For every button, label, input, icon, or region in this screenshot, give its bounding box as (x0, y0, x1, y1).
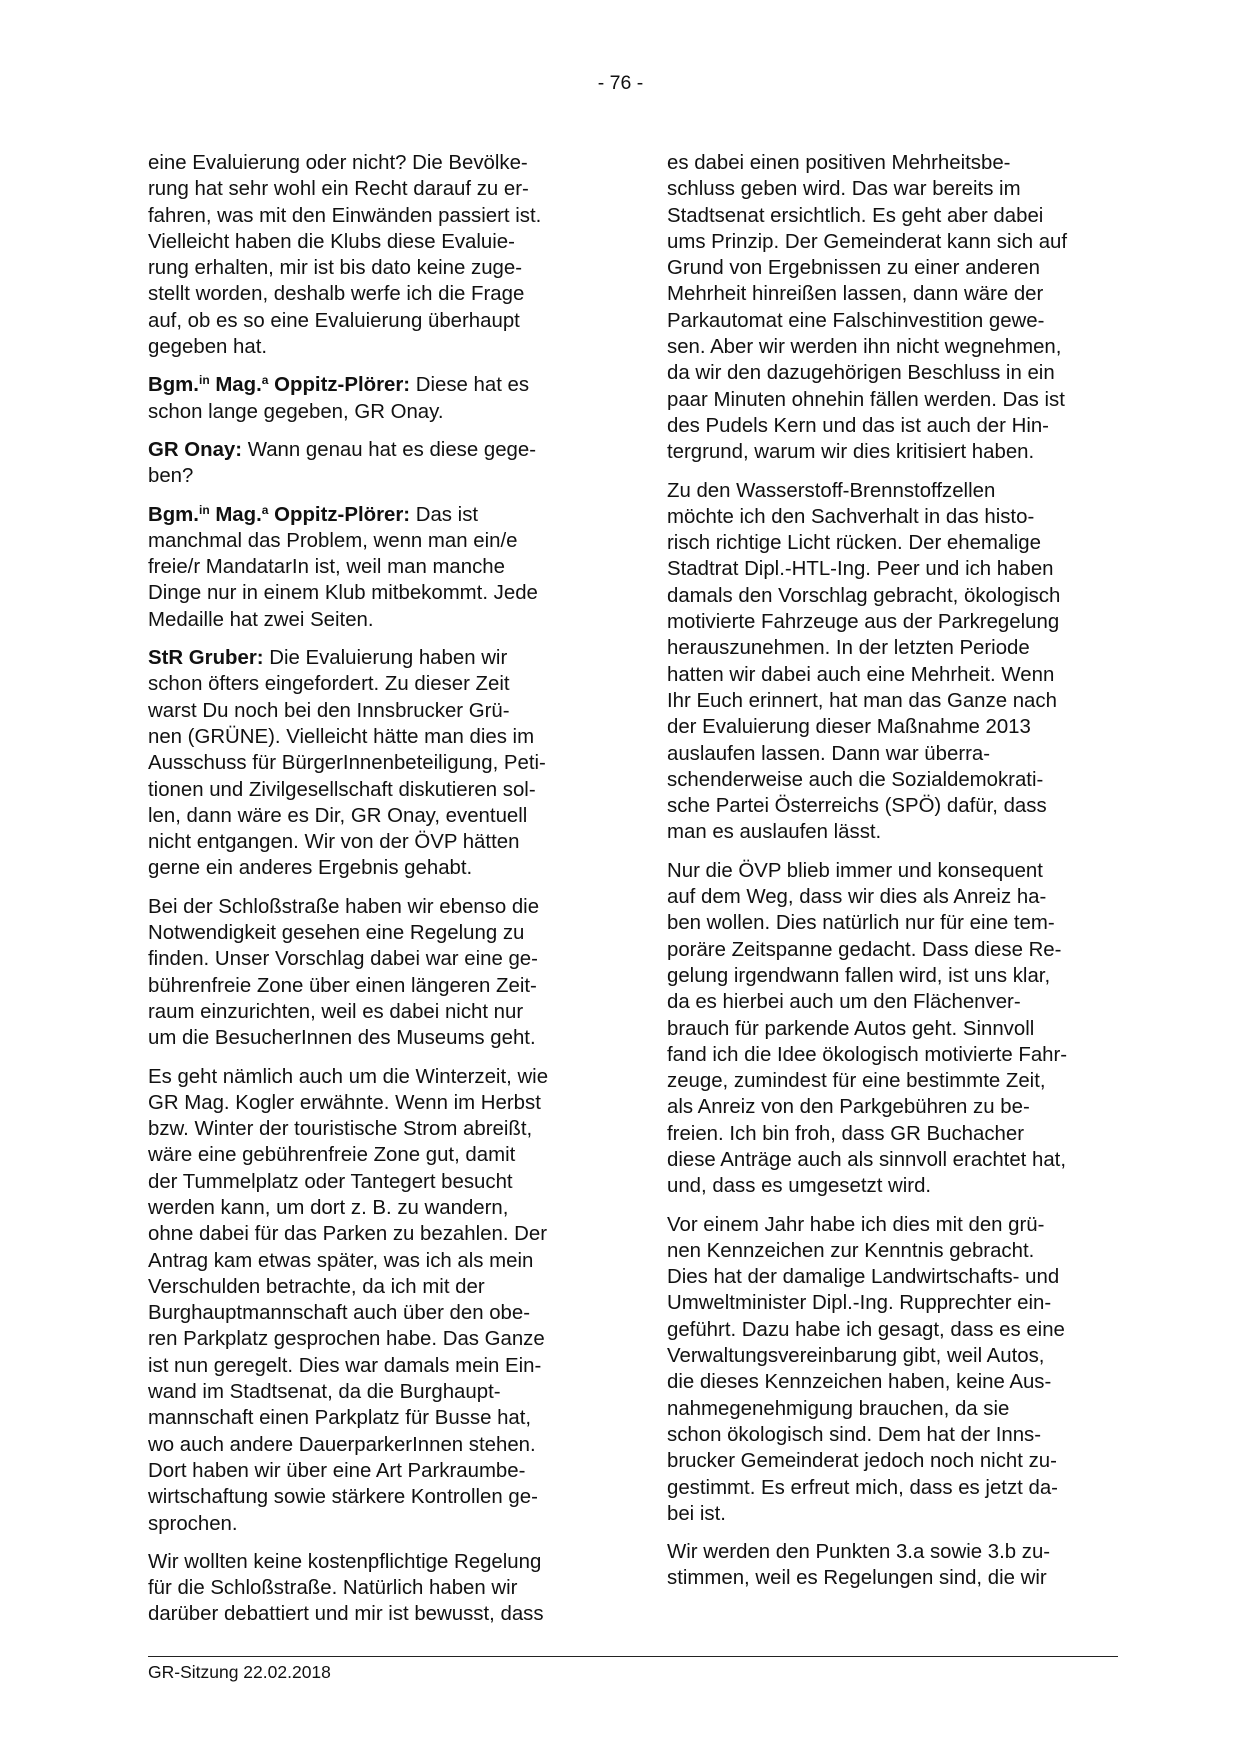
text-line: raum einzurichten, weil es dabei nicht nur (148, 1000, 524, 1023)
text-line: fahren, was mit den Einwänden passiert ist. (148, 204, 542, 227)
text-line: Verschulden betrachte, da ich mit der (148, 1275, 485, 1298)
text-line: ben wollen. Dies natürlich nur für eine tem- (667, 912, 1055, 935)
text-line: schenderweise auch die Sozialdemokrati- (667, 768, 1044, 791)
speaker-name: GR Onay: (148, 438, 243, 461)
text-line: Antrag kam etwas später, was ich als mein (148, 1249, 534, 1272)
text-line: Ihr Euch erinnert, hat man das Ganze nach (667, 689, 1057, 712)
text-line: auf dem Weg, dass wir dies als Anreiz ha- (667, 886, 1047, 909)
text-line: man es auslaufen lässt. (667, 821, 882, 844)
text-line: der Evaluierung dieser Maßnahme 2013 (667, 716, 1031, 739)
text-line: auslaufen lassen. Dann war überra- (667, 742, 991, 765)
text-line: ist nun geregelt. Dies war damals mein Ein- (148, 1354, 542, 1377)
text-line: manchmal das Problem, wenn man ein/e (148, 529, 518, 552)
text-line: Umweltminister Dipl.-Ing. Rupprechter ein- (667, 1292, 1052, 1315)
paragraph-first-line: GR Onay: Wann genau hat es diese gege- (148, 438, 537, 461)
text-line: und, dass es umgesetzt wird. (667, 1175, 932, 1198)
text-line: Dies hat der damalige Landwirtschafts- und (667, 1266, 1060, 1289)
text-line: wand im Stadtsenat, da die Burghaupt- (148, 1381, 501, 1404)
text-line: sche Partei Österreichs (SPÖ) dafür, dass (667, 795, 1047, 818)
text-line: bzw. Winter der touristische Strom abreißt, (148, 1118, 533, 1141)
text-line: ren Parkplatz gesprochen habe. Das Ganze (148, 1328, 545, 1351)
paragraph (148, 1064, 600, 1537)
left-column (148, 150, 600, 1640)
text-line: die dieses Kennzeichen haben, keine Aus- (667, 1371, 1052, 1394)
paragraph (667, 478, 1119, 846)
text-line: darüber debattiert und mir ist bewusst, dass (148, 1603, 544, 1626)
text-line: ben? (148, 465, 194, 488)
text-line: fand ich die Idee ökologisch motivierte Fahr- (667, 1043, 1068, 1066)
text-line: tionen und Zivilgesellschaft diskutieren sol- (148, 778, 536, 801)
paragraph (148, 1549, 600, 1628)
text-line: diese Anträge auch als sinnvoll erachtet hat, (667, 1148, 1067, 1171)
text-line: freie/r MandatarIn ist, weil man manche (148, 556, 505, 579)
text-line: risch richtige Licht rücken. Der ehemalige (667, 532, 1041, 555)
text-line: GR Mag. Kogler erwähnte. Wenn im Herbst (148, 1091, 541, 1114)
text-line: sprochen. (148, 1512, 238, 1535)
text-line: nicht entgangen. Wir von der ÖVP hätten (148, 831, 520, 854)
speaker-name: StR Gruber: (148, 647, 264, 670)
text-line: als Anreiz von den Parkgebühren zu be- (667, 1096, 1030, 1119)
text-line: schon ökologisch sind. Dem hat der Inns- (667, 1423, 1042, 1446)
text-line: Ausschuss für BürgerInnenbeteiligung, Peti- (148, 752, 546, 775)
text-line: Nur die ÖVP blieb immer und konsequent (667, 859, 1043, 882)
text-line: herauszunehmen. In der letzten Periode (667, 637, 1030, 660)
text-line: wirtschaftung sowie stärkere Kontrollen ge- (148, 1486, 538, 1509)
paragraph (148, 150, 600, 360)
text-line: warst Du noch bei den Innsbrucker Grü- (148, 699, 510, 722)
paragraph-first-line: Bgm.$^{in}$ Mag.$^a$ Oppitz-Plörer: Das ist (148, 502, 479, 526)
speaker-name: Bgm.$^{in}$ Mag.$^a$ Oppitz-Plörer: (148, 502, 411, 526)
text-line: Verwaltungsvereinbarung gibt, weil Autos, (667, 1345, 1045, 1368)
text-line: um die BesucherInnen des Museums geht. (148, 1027, 536, 1050)
text-line: gerne ein anderes Ergebnis gehabt. (148, 857, 473, 880)
paragraph (667, 858, 1119, 1200)
footer-divider (148, 1656, 1118, 1657)
text-line: Dort haben wir über eine Art Parkraumbe- (148, 1459, 526, 1482)
text-line: des Pudels Kern und das ist auch der Hin- (667, 414, 1049, 437)
paragraph-first-line: Bgm.$^{in}$ Mag.$^a$ Oppitz-Plörer: Diese hat es (148, 373, 530, 397)
text-line: bei ist. (667, 1502, 726, 1525)
text-line: motivierte Fahrzeuge aus der Parkregelung (667, 611, 1060, 634)
text-line: wo auch andere DauerparkerInnen stehen. (148, 1433, 536, 1456)
text-line: damals den Vorschlag gebracht, ökologisch (667, 584, 1061, 607)
text-line: der Tummelplatz oder Tantegert besucht (148, 1170, 513, 1193)
text-line: gegeben hat. (148, 336, 268, 359)
text-line: werden kann, um dort z. B. zu wandern, (148, 1196, 509, 1219)
text-line: stellt worden, deshalb werfe ich die Frage (148, 283, 525, 306)
speech-paragraph (148, 645, 600, 882)
text-line: tergrund, warum wir dies kritisiert haben. (667, 441, 1035, 464)
text-line: stimmen, weil es Regelungen sind, die wir (667, 1567, 1047, 1590)
text-line: finden. Unser Vorschlag dabei war eine ge- (148, 948, 538, 971)
text-line: wäre eine gebührenfreie Zone gut, damit (148, 1144, 516, 1167)
footer-session-date: GR-Sitzung 22.02.2018 (148, 1662, 331, 1682)
speech-paragraph (148, 437, 600, 490)
paragraph-rest (148, 463, 600, 489)
text-line: geführt. Dazu habe ich gesagt, dass es eine (667, 1318, 1065, 1341)
paragraph-rest (148, 528, 600, 633)
text-line: Stadtrat Dipl.-HTL-Ing. Peer und ich haben (667, 558, 1054, 581)
text-line: eine Evaluierung oder nicht? Die Bevölke- (148, 152, 528, 174)
text-line: sen. Aber wir werden ihn nicht wegnehmen, (667, 336, 1062, 359)
speaker-name: Bgm.$^{in}$ Mag.$^a$ Oppitz-Plörer: (148, 373, 411, 397)
text-line: da wir den dazugehörigen Beschluss in ein (667, 362, 1055, 385)
text-line: gestimmt. Es erfreut mich, dass es jetzt da- (667, 1476, 1058, 1499)
page-number: - 76 - (597, 72, 644, 94)
text-line: brauch für parkende Autos geht. Sinnvoll (667, 1017, 1035, 1040)
speech-paragraph (148, 502, 600, 633)
text-line: nahmegenehmigung brauchen, da sie (667, 1397, 1010, 1420)
text-line: brucker Gemeinderat jedoch noch nicht zu- (667, 1450, 1057, 1473)
text-line: rung hat sehr wohl ein Recht darauf zu er- (148, 178, 529, 201)
text-line: Wir wollten keine kostenpflichtige Regelung (148, 1550, 542, 1573)
text-line: nen Kennzeichen zur Kenntnis gebracht. (667, 1239, 1035, 1262)
text-line: mannschaft einen Parkplatz für Busse hat, (148, 1407, 532, 1430)
text-line: da es hierbei auch um den Flächenver- (667, 991, 1021, 1014)
text-line: nen (GRÜNE). Vielleicht hätte man dies im (148, 725, 535, 748)
paragraph-rest (148, 671, 600, 881)
text-line: Zu den Wasserstoff-Brennstoffzellen (667, 479, 996, 502)
paragraph-first-line: StR Gruber: Die Evaluierung haben wir (148, 647, 508, 670)
text-line: schon lange gegeben, GR Onay. (148, 400, 444, 423)
text-line: Grund von Ergebnissen zu einer anderen (667, 257, 1040, 280)
text-line: Burghauptmannschaft auch über den obe- (148, 1302, 531, 1325)
text-line: Dinge nur in einem Klub mitbekommt. Jede (148, 582, 538, 605)
right-column (667, 150, 1119, 1604)
speech-paragraph (148, 372, 600, 425)
text-line: paar Minuten ohnehin fällen werden. Das ist (667, 388, 1065, 411)
text-line: schon öfters eingefordert. Zu dieser Zeit (148, 673, 510, 696)
text-line: zeuge, zumindest für eine bestimmte Zeit, (667, 1070, 1046, 1093)
paragraph-rest (148, 399, 600, 425)
text-line: ohne dabei für das Parken zu bezahlen. Der (148, 1223, 548, 1246)
text-line: Bei der Schloßstraße haben wir ebenso die (148, 895, 540, 918)
text-line: ums Prinzip. Der Gemeinderat kann sich auf (667, 230, 1068, 253)
text-line: möchte ich den Sachverhalt in das histo- (667, 505, 1035, 528)
text-line: rung erhalten, mir ist bis dato keine zuge- (148, 257, 523, 280)
text-line: Stadtsenat ersichtlich. Es geht aber dabei (667, 204, 1044, 227)
text-line: len, dann wäre es Dir, GR Onay, eventuell (148, 804, 528, 827)
text-line: bührenfreie Zone über einen längeren Zeit- (148, 974, 537, 997)
text-line: es dabei einen positiven Mehrheitsbe- (667, 152, 1011, 174)
text-line: gelung irgendwann fallen wird, ist uns klar, (667, 964, 1051, 987)
paragraph (667, 150, 1119, 466)
text-line: für die Schloßstraße. Natürlich haben wir (148, 1577, 518, 1600)
text-line: Medaille hat zwei Seiten. (148, 608, 374, 631)
text-line: hatten wir dabei auch eine Mehrheit. Wenn (667, 663, 1055, 686)
text-line: Es geht nämlich auch um die Winterzeit, wie (148, 1065, 549, 1088)
text-line: poräre Zeitspanne gedacht. Dass diese Re- (667, 938, 1062, 961)
text-line: schluss geben wird. Das war bereits im (667, 178, 1021, 201)
text-line: freien. Ich bin froh, dass GR Buchacher (667, 1122, 1025, 1145)
paragraph (667, 1212, 1119, 1528)
text-line: Parkautomat eine Falschinvestition gewe- (667, 309, 1045, 332)
text-line: Vielleicht haben die Klubs diese Evaluie- (148, 230, 515, 253)
text-line: Vor einem Jahr habe ich dies mit den grü- (667, 1213, 1045, 1236)
text-line: auf, ob es so eine Evaluierung überhaupt (148, 309, 520, 332)
text-line: Mehrheit hinreißen lassen, dann wäre der (667, 283, 1044, 306)
text-line: Notwendigkeit gesehen eine Regelung zu (148, 922, 525, 945)
paragraph (667, 1539, 1119, 1592)
paragraph (148, 894, 600, 1052)
text-line: Wir werden den Punkten 3.a sowie 3.b zu- (667, 1541, 1051, 1564)
